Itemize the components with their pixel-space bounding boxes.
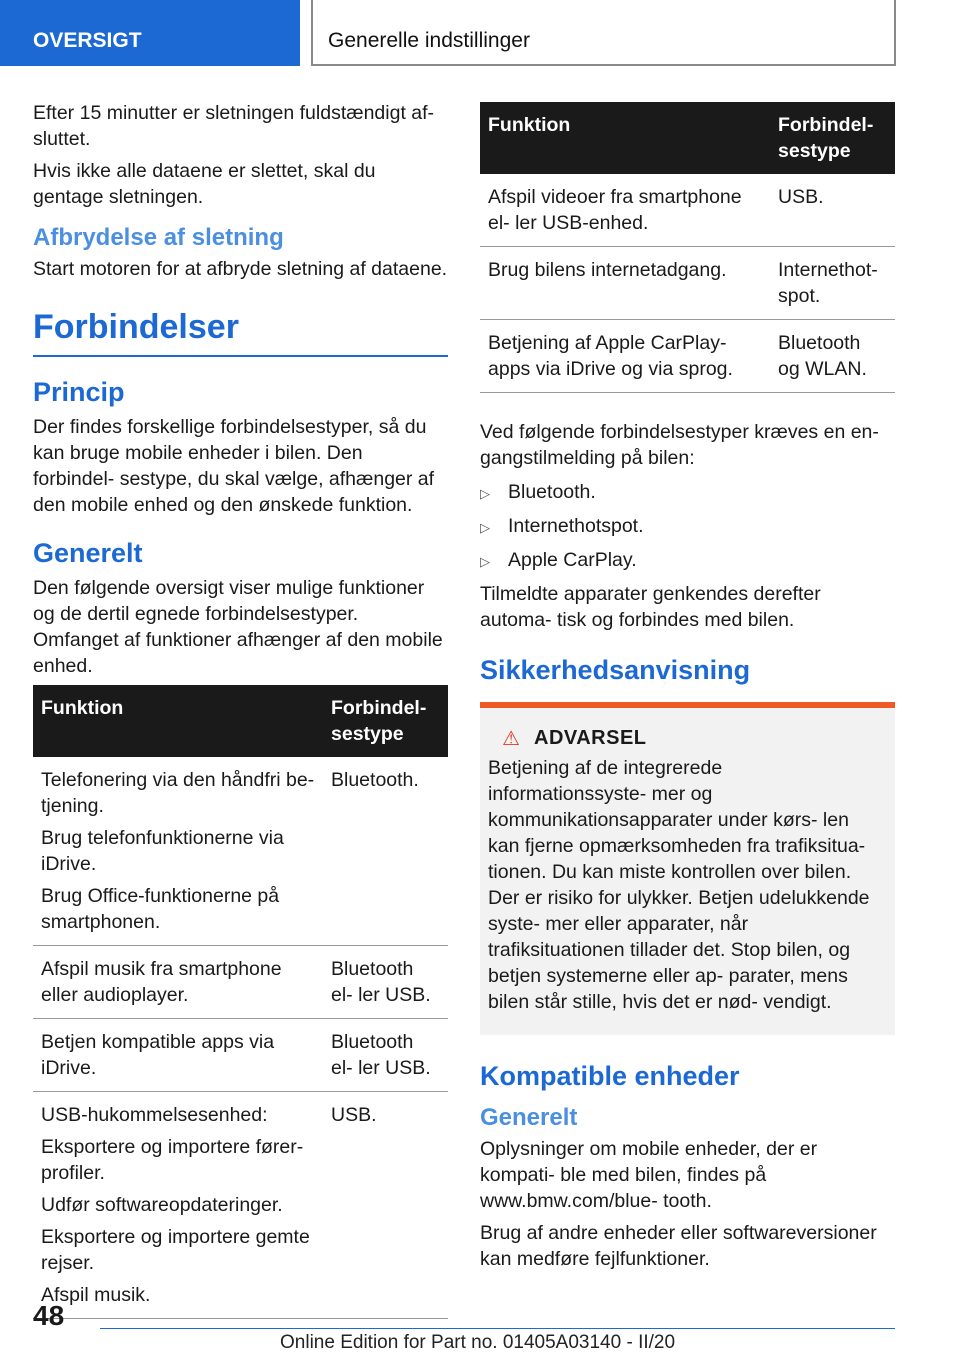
triangle-bullet-icon: ▷ (480, 520, 490, 535)
table-cell: Internethot- spot. (770, 247, 895, 320)
overview-tab[interactable]: OVERSIGT (0, 0, 300, 66)
column-header-connection-type: Forbindel- sestype (323, 685, 448, 757)
table-cell: Brug bilens internetadgang. (480, 247, 770, 320)
table-header-row (480, 102, 895, 174)
table-row (33, 946, 448, 1019)
table-cell: Bluetooth el- ler USB. (323, 946, 448, 1019)
warning-header (488, 726, 885, 751)
connection-type-list (480, 479, 895, 575)
table-cell (33, 1092, 323, 1319)
heading-safety-notice: Sikkerhedsanvisning (480, 655, 751, 685)
table-cell: Bluetooth. (323, 757, 448, 946)
paragraph: Efter 15 minutter er sletningen fuldstændigt af- sluttet. (33, 102, 435, 150)
heading-connections: Forbindelser (33, 308, 448, 357)
heading-compatible-devices: Kompatible enheder (480, 1061, 740, 1091)
list-item (480, 513, 895, 541)
table-cell (33, 757, 323, 946)
page-number: 48 (33, 1300, 65, 1331)
left-column (33, 100, 448, 1319)
paragraph: Brug af andre enheder eller softwareversioner kan medføre fejlfunktioner. (480, 1222, 877, 1270)
table-cell: USB. (770, 174, 895, 247)
right-column (480, 102, 895, 1278)
cell-text: Telefonering via den håndfri be- tjening. (41, 769, 315, 817)
list-item-text: Internethotspot. (508, 515, 644, 537)
cell-text: Afspil musik. (41, 1284, 151, 1306)
table-row (33, 1019, 448, 1092)
heading-general: Generelt (480, 1104, 578, 1131)
paragraph: Hvis ikke alle dataene er slettet, skal du gentage sletningen. (33, 160, 376, 208)
paragraph: Der findes forskellige forbindelsestyper, så du kan bruge mobile enheder i bilen. Den forbindel- sestype, du skal vælge, afhænger af den mobile enhed og den ønskede funktion. (33, 416, 435, 516)
section-tab[interactable]: Generelle indstillinger (311, 0, 896, 66)
column-header-function: Funktion (480, 102, 770, 174)
table-row (33, 1092, 448, 1319)
paragraph: Start motoren for at afbryde sletning af dataene. (33, 258, 448, 280)
table-cell: Betjening af Apple CarPlay-apps via iDrive og via sprog. (480, 320, 770, 393)
table-header-row (33, 685, 448, 757)
list-item (480, 547, 895, 575)
triangle-bullet-icon: ▷ (480, 486, 490, 501)
table-row (480, 174, 895, 247)
cell-text: USB-hukommelsesenhed: (41, 1104, 268, 1126)
table-cell: Betjen kompatible apps via iDrive. (33, 1019, 323, 1092)
heading-general: Generelt (33, 538, 143, 568)
warning-box (480, 702, 895, 1035)
cell-text: Eksportere og importere fører- profiler. (41, 1136, 304, 1184)
table-cell: Afspil musik fra smartphone eller audioplayer. (33, 946, 323, 1019)
paragraph: Tilmeldte apparater genkendes derefter automa- tisk og forbindes med bilen. (480, 583, 821, 631)
heading-principle: Princip (33, 377, 125, 407)
triangle-bullet-icon: ▷ (480, 554, 490, 569)
cell-text: Eksportere og importere gemte rejser. (41, 1226, 310, 1274)
paragraph: Ved følgende forbindelsestyper kræves en en- gangstilmelding på bilen: (480, 421, 879, 469)
function-table-2 (480, 102, 895, 393)
list-item-text: Apple CarPlay. (508, 549, 637, 571)
list-item (480, 479, 895, 507)
cell-text: Brug telefonfunktionerne via iDrive. (41, 827, 284, 875)
footer-divider (100, 1328, 895, 1329)
table-row (33, 757, 448, 946)
footer-edition: Online Edition for Part no. 01405A03140 - II/20 (280, 1332, 676, 1353)
function-table-1 (33, 685, 448, 1319)
list-item-text: Bluetooth. (508, 481, 596, 503)
table-cell: USB. (323, 1092, 448, 1319)
table-row (480, 247, 895, 320)
column-header-connection-type: Forbindel- sestype (770, 102, 895, 174)
table-row (480, 320, 895, 393)
table-cell: Bluetooth og WLAN. (770, 320, 895, 393)
table-cell: Bluetooth el- ler USB. (323, 1019, 448, 1092)
cell-text: Brug Office-funktionerne på smartphonen. (41, 885, 280, 933)
paragraph: Oplysninger om mobile enheder, der er kompati- ble med bilen, findes på www.bmw.com/blue- tooth. (480, 1138, 818, 1212)
warning-text: Betjening af de integrerede informationssyste- mer og kommunikationsapparater under kørs- len kan fjerne opmærksomheden fra trafiksitua- tionen. Du kan miste kontrollen over bilen. Der er risiko for ulykker. Betjen udelukkende syste- mer eller apparater, når trafiksituationen tillader det. Stop bilen, og betjen systemerne eller ap- parater, mens bilen står stille, hvis det er nød- vendigt. (488, 757, 870, 1013)
warning-triangle-icon: ⚠ (502, 728, 520, 750)
cell-text: Udfør softwareopdateringer. (41, 1194, 283, 1216)
table-cell: Afspil videoer fra smartphone el- ler USB-enhed. (480, 174, 770, 247)
page-header (0, 0, 960, 66)
warning-title: ADVARSEL (534, 727, 647, 749)
paragraph: Den følgende oversigt viser mulige funktioner og de dertil egnede forbindelsestyper. Omfanget af funktioner afhænger af den mobile enhed. (33, 577, 443, 677)
heading-abort-deletion: Afbrydelse af sletning (33, 224, 284, 251)
column-header-function: Funktion (33, 685, 323, 757)
